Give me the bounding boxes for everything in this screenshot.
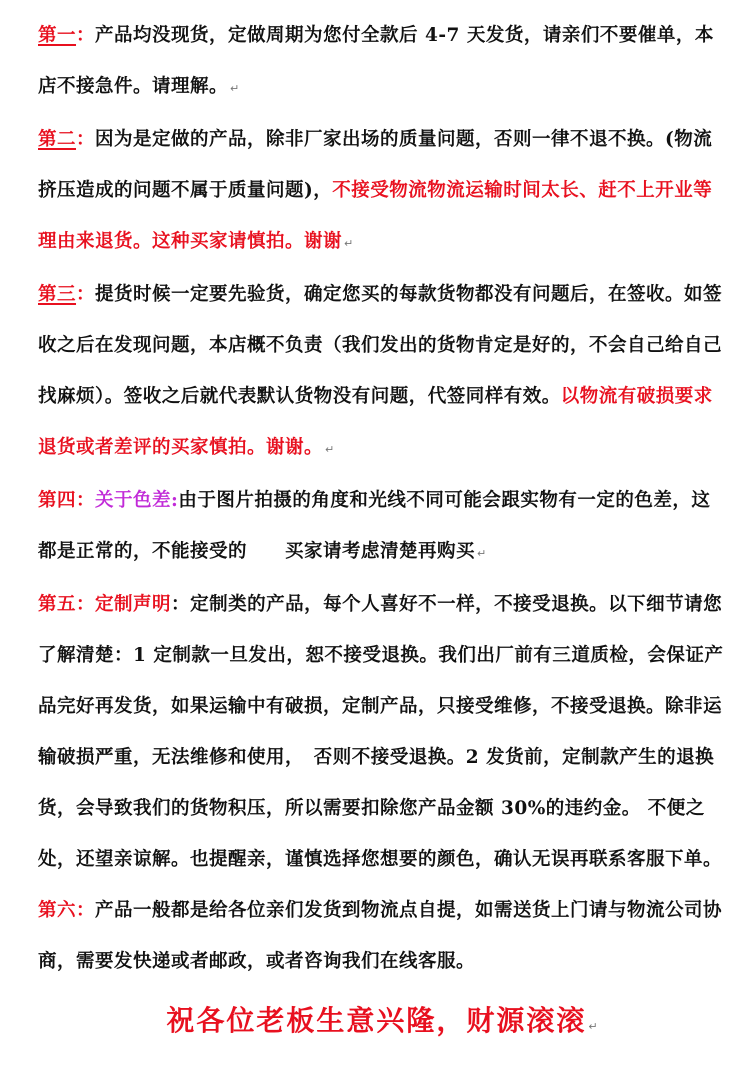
section-6 (38, 885, 728, 987)
section-5-text: 定制类的产品，每个人喜好不一样，不接受退换。以下细节请您了解清楚：1 定制款一旦发出，恕不接受退换。我们出厂前有三道质检，会保证产品完好再发货，如果运输中有破损，定制产品，只接受维修，不接受退换。除非运输破损严重，无法维修和使用， 否则不接受退换。2 发货前，定制款产生的退换货，会导致我们的货物积压，所以需要扣除您产品金额 30%的违约金。 不便之处，还望亲谅解。也提醒亲，谨慎选择您想要的颜色，确认无误再联系客服下单。 (38, 594, 724, 870)
section-5-label: 第五 (38, 594, 77, 615)
paragraph-mark-icon: ↵ (325, 443, 335, 456)
section-6-colon: ： (76, 900, 96, 921)
section-2-colon: ： (76, 129, 96, 150)
section-4 (38, 475, 728, 579)
section-6-label: 第六 (38, 900, 77, 921)
section-5-colon: ： (76, 594, 96, 615)
section-1 (38, 10, 728, 114)
section-5 (38, 579, 728, 885)
section-2-text: 因为是定做的产品，除非厂家出场的质量问题，否则一律不退不换。(物流挤压造成的问题不属于质量问题)， (38, 129, 713, 201)
section-1-label: 第一 (38, 25, 77, 46)
section-6-text: 产品一般都是给各位亲们发货到物流点自提，如需送货上门请与物流公司协商，需要发快递或者邮政，或者咨询我们在线客服。 (38, 900, 723, 972)
section-5-subtitle-colon: ： (171, 594, 191, 615)
section-4-subtitle: 关于色差: (95, 490, 179, 511)
section-2 (38, 114, 728, 269)
paragraph-mark-icon: ↵ (477, 547, 487, 560)
section-2-warning: 不接受物流物流运输时间太长、赶不上开业等理由来退货。这种买家请慎拍。谢谢 (38, 180, 713, 252)
section-3-text: 提货时候一定要先验货，确定您买的每款货物都没有问题后，在签收。如签收之后在发现问题，本店概不负责（我们发出的货物肯定是好的，不会自己给自己找麻烦）。签收之后就代表默认货物没有问题，代签同样有效。 (38, 284, 723, 407)
section-3-label: 第三 (38, 284, 77, 305)
section-3-colon: ： (76, 284, 96, 305)
section-4-label: 第四 (38, 490, 77, 511)
section-4-colon: ： (76, 490, 96, 511)
section-1-text: 产品均没现货，定做周期为您付全款后 4-7 天发货，请亲们不要催单，本店不接急件。请理解。 (38, 25, 714, 97)
paragraph-mark-icon: ↵ (344, 237, 354, 250)
section-5-subtitle: 定制声明 (95, 594, 172, 615)
closing-blessing (38, 1001, 728, 1047)
closing-text: 祝各位老板生意兴隆，财源滚滚 (166, 1004, 587, 1037)
section-1-colon: ： (76, 25, 96, 46)
paragraph-mark-icon: ↵ (230, 82, 240, 95)
section-3 (38, 269, 728, 475)
section-3-warning: 以物流有破损要求退货或者差评的买家慎拍。谢谢。 (38, 386, 713, 458)
section-4-text: 由于图片拍摄的角度和光线不同可能会跟实物有一定的色差，这都是正常的，不能接受的 买家请考虑清楚再购买 (38, 490, 711, 562)
section-2-label: 第二 (38, 129, 77, 150)
paragraph-mark-icon: ↵ (588, 1020, 600, 1033)
